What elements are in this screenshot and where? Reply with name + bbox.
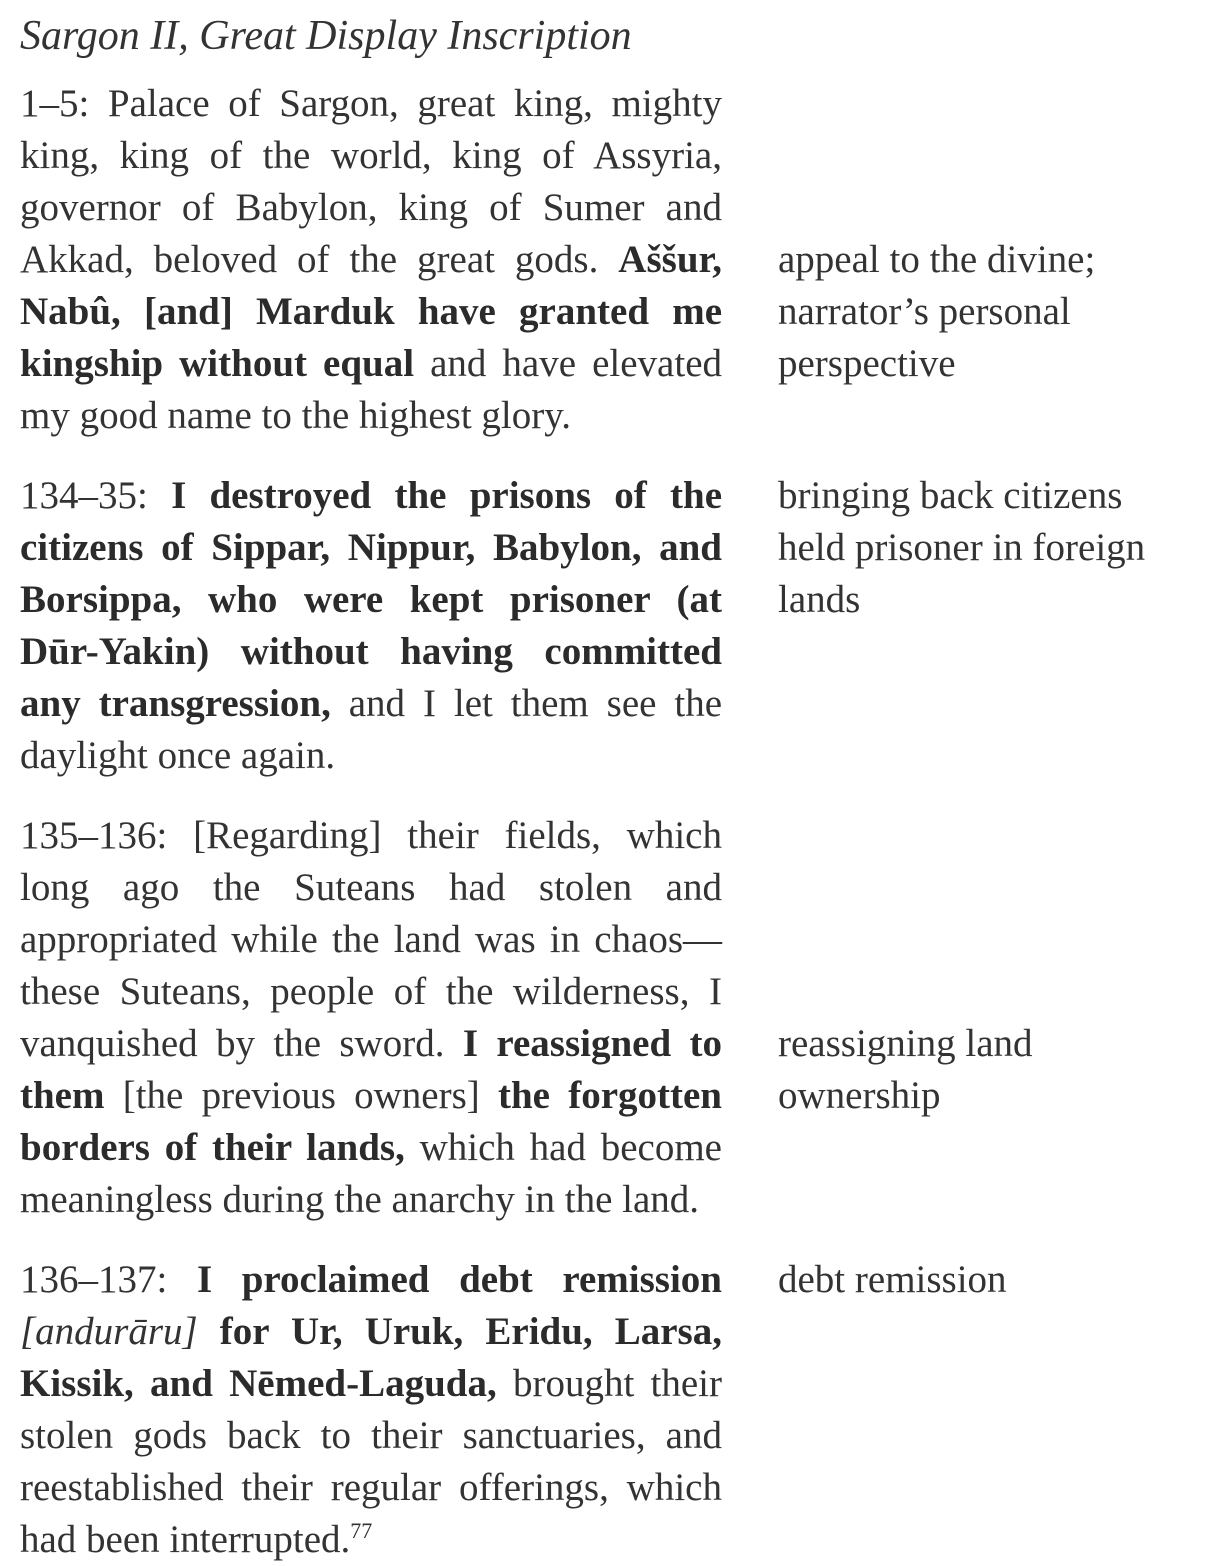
entry-text: 1–5: Palace of Sargon, great king, mighty king, king of the world, king of Assyria, governor of Babylon, king of Sumer and Akkad, beloved of the great gods. Aššur, Nabû, [and] Marduk have granted me kingship without equal and have elevated my good name to the highest glory.: [20, 82, 722, 437]
margin-note: appeal to the divine; narrator’s personal perspective: [778, 238, 1096, 385]
document-title: Sargon II, Great Display Inscription: [20, 13, 632, 59]
emphasized-passage: I destroyed the prisons of the citizens of Sippar, Nippur, Babylon, and Borsippa, who were kept prisoner (at Dūr-Yakin) without having committed any transgression,: [20, 474, 722, 725]
emphasized-passage: I reassigned to them: [20, 1022, 722, 1117]
margin-note: reassigning land ownership: [778, 1022, 1033, 1117]
akkadian-term: [andurāru]: [20, 1310, 198, 1353]
entry-text: 135–136: [Regarding] their fields, which long ago the Suteans had stolen and appropriated while the land was in chaos—these Suteans, people of the wilderness, I vanquished by the sword. I reassigned to them [the previous owners] the forgotten borders of their lands, which had become meaningless during the anarchy in the land.: [20, 814, 722, 1221]
entry-text: 136–137: I proclaimed debt remission [andurāru] for Ur, Uruk, Eridu, Larsa, Kissik, and Nēmed-Laguda, brought their stolen gods back to their sanctuaries, and reestablished their regular offerings, which had been interrupted.$^{77}$: [20, 1258, 722, 1561]
line-reference: 136–137:: [20, 1258, 168, 1301]
emphasized-passage: for Ur, Uruk, Eridu, Larsa, Kissik, and Nēmed-Laguda,: [20, 1310, 722, 1405]
line-reference: 135–136:: [20, 814, 168, 857]
margin-note: debt remission: [778, 1258, 1007, 1301]
margin-note: bringing back citizens held prisoner in foreign lands: [778, 474, 1146, 621]
emphasized-passage: the forgotten borders of their lands,: [20, 1074, 722, 1169]
line-reference: 1–5:: [20, 82, 90, 125]
emphasized-passage: Aššur, Nabû, [and] Marduk have granted me kingship without equal: [20, 238, 722, 385]
footnote-marker[interactable]: 77: [350, 1518, 373, 1543]
entry-text: 134–35: I destroyed the prisons of the citizens of Sippar, Nippur, Babylon, and Borsippa, who were kept prisoner (at Dūr-Yakin) without having committed any transgression, and I let them see the daylight once again.: [20, 474, 723, 777]
emphasized-passage: I proclaimed debt remission: [196, 1258, 722, 1301]
line-reference: 134–35:: [20, 474, 148, 517]
